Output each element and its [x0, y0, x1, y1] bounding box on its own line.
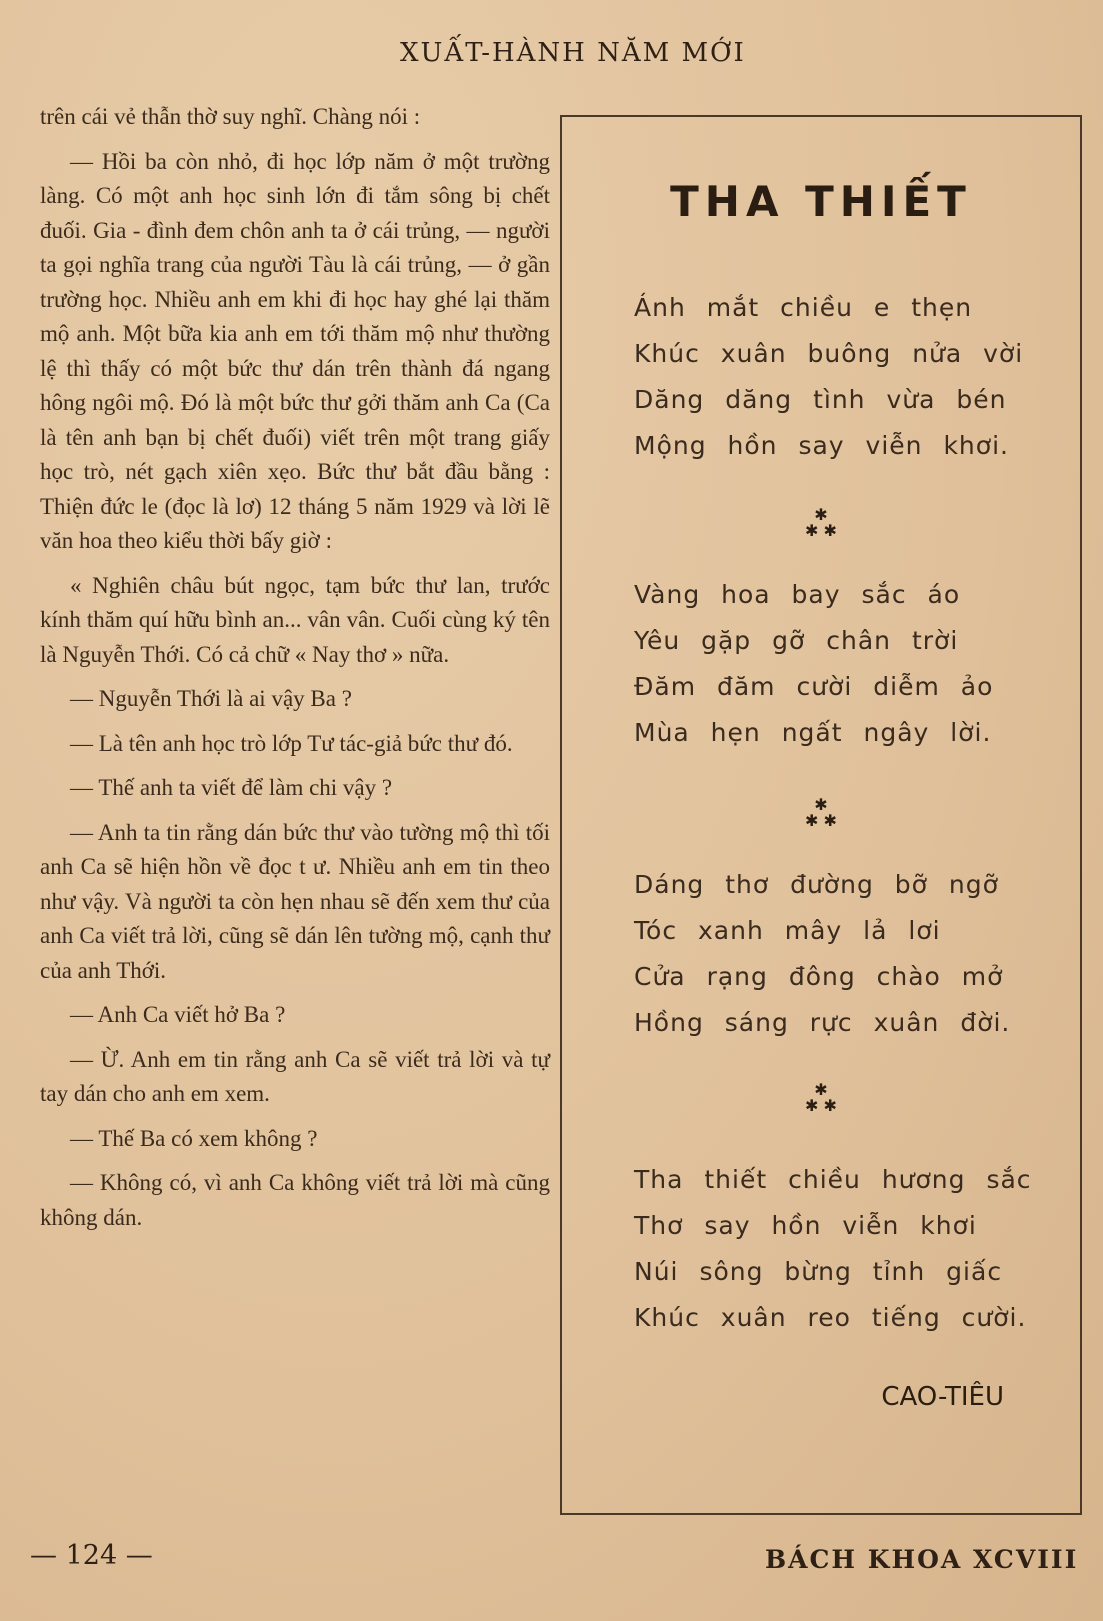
poem-line: Thơ say hồn viễn khơi: [634, 1211, 977, 1240]
article-paragraph: trên cái vẻ thẫn thờ suy nghĩ. Chàng nói :: [40, 104, 421, 129]
poem-line: Núi sông bừng tỉnh giấc: [634, 1257, 1003, 1286]
poem-line: Mùa hẹn ngất ngây lời.: [634, 718, 992, 747]
article-paragraph: — Nguyễn Thới là ai vậy Ba ?: [70, 686, 352, 711]
poem-line: Vàng hoa bay sắc áo: [634, 580, 961, 609]
poem-stanza-2: [634, 572, 1054, 756]
poem-line: Ánh mắt chiều e thẹn: [634, 293, 973, 322]
poem-line: Đăm đăm cười diễm ảo: [634, 672, 994, 701]
poem-stanza-4: [634, 1157, 1054, 1341]
article-paragraph: — Hồi ba còn nhỏ, đi học lớp năm ở một trường làng. Có một anh học sinh lớn đi tắm sông bị chết đuối. Gia - đình đem chôn anh ta ở cái trủng, — người ta gọi nghĩa trang của người Tàu là cái trủng, — ở gần trường học. Nhiều anh em khi đi học hay ghé lại thăm mộ anh. Một bữa kia anh em tới thăm mộ như thường lệ thì thấy có một bức thư dán trên thành đá ngang hông ngôi mộ. Đó là một bức thư gởi thăm anh Ca (Ca là tên anh bạn bị chết đuối) viết trên một trang giấy học trò, nét gạch xiên xẹo. Bức thư bắt đầu bằng : Thiện đức le (đọc là lơ) 12 tháng 5 năm 1929 và lời lẽ văn hoa theo kiểu thời bấy giờ :: [40, 148, 550, 553]
poem-title: THA THIẾT: [670, 177, 972, 226]
article-paragraph: — Không có, vì anh Ca không viết trả lời mà cũng không dán.: [40, 1170, 550, 1230]
poem-stanza-1: [634, 285, 1054, 469]
running-header: XUẤT-HÀNH NĂM MỚI: [400, 38, 746, 68]
stanza-separator: ✱ ✱ ✱: [805, 1080, 837, 1115]
article-paragraph: — Là tên anh học trò lớp Tư tác-giả bức thư đó.: [70, 730, 513, 756]
poem-line: Tha thiết chiều hương sắc: [634, 1165, 1032, 1194]
poem-line: Yêu gặp gỡ chân trời: [634, 626, 959, 655]
poem-line: Hồng sáng rực xuân đời.: [634, 1008, 1011, 1037]
journal-footer: BÁCH KHOA XCVIII: [765, 1545, 1079, 1574]
poem-line: Cửa rạng đông chào mở: [634, 962, 1004, 991]
article-paragraph: — Anh Ca viết hở Ba ?: [70, 1002, 286, 1027]
poem-line: Khúc xuân reo tiếng cười.: [634, 1303, 1027, 1332]
stanza-separator: ✱ ✱ ✱: [805, 795, 837, 830]
poem-line: Khúc xuân buông nửa vời: [634, 339, 1024, 368]
poem-line: Dáng thơ đường bỡ ngỡ: [634, 870, 999, 899]
poem-line: Mộng hồn say viễn khơi.: [634, 431, 1009, 460]
article-paragraph: — Thế anh ta viết để làm chi vậy ?: [70, 775, 393, 800]
poem-line: Tóc xanh mây lả lơi: [634, 916, 941, 945]
poem-box: [560, 115, 1082, 1515]
poem-stanza-3: [634, 862, 1054, 1046]
poem-line: Dăng dăng tình vừa bén: [634, 385, 1007, 414]
page-number: — 124 —: [30, 1540, 153, 1571]
stanza-separator: ✱ ✱ ✱: [805, 505, 837, 540]
article-paragraph: « Nghiên châu bút ngọc, tạm bức thư lan, trước kính thăm quí hữu bình an... vân vân. Cuối cùng ký tên là Nguyễn Thới. Có cả chữ « Nay thơ » nữa.: [40, 572, 550, 667]
article-paragraph: — Anh ta tin rằng dán bức thư vào tường mộ thì tối anh Ca sẽ hiện hồn về đọc t ư. Nhiều anh em tin theo như vậy. Và người ta còn hẹn nhau sẽ đến xem thư của anh Ca viết trả lời, cũng sẽ dán lên tường mộ, cạnh thư của anh Thới.: [40, 819, 550, 983]
poem-author: CAO-TIÊU: [881, 1382, 1004, 1412]
article-paragraph: — Thế Ba có xem không ?: [70, 1125, 318, 1151]
article-paragraph: — Ừ. Anh em tin rằng anh Ca sẽ viết trả lời và tự tay dán cho anh em xem.: [40, 1046, 550, 1106]
article-column: [40, 100, 550, 1245]
